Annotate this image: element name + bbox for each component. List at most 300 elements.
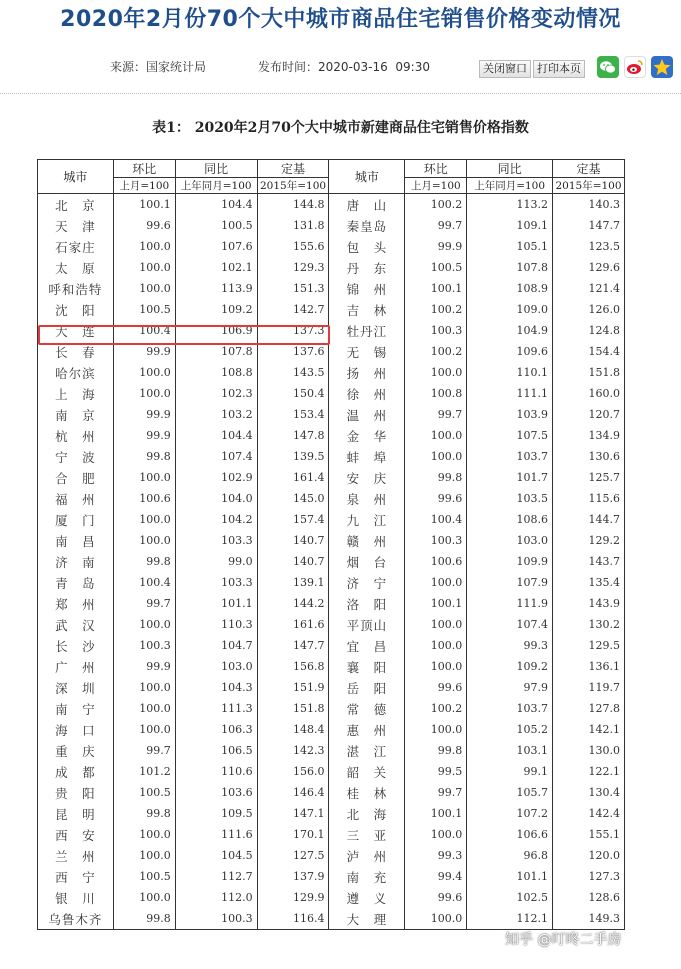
source-label: 来源： (110, 60, 147, 74)
right-yoy-cell: 108.9 (467, 278, 553, 299)
right-city-cell: 泉 州 (329, 488, 405, 509)
right-mom-cell: 100.4 (405, 509, 467, 530)
table-row (38, 299, 625, 320)
right-yoy-cell: 110.1 (467, 362, 553, 383)
left-city-cell: 乌鲁木齐 (38, 908, 114, 930)
left-fixed-cell: 139.1 (257, 572, 329, 593)
table-row (38, 446, 625, 467)
right-city-cell: 九 江 (329, 509, 405, 530)
table-row (38, 614, 625, 635)
right-mom-cell: 99.5 (405, 761, 467, 782)
table-row (38, 362, 625, 383)
right-mom-cell: 100.1 (405, 803, 467, 824)
left-yoy-cell: 111.6 (175, 824, 257, 845)
right-mom-cell: 99.6 (405, 887, 467, 908)
left-city-cell: 银 川 (38, 887, 114, 908)
left-fixed-cell: 142.3 (257, 740, 329, 761)
table-row (38, 845, 625, 866)
right-mom-cell: 99.8 (405, 467, 467, 488)
table-row (38, 803, 625, 824)
right-mom-cell: 100.5 (405, 257, 467, 278)
left-city-cell: 石家庄 (38, 236, 114, 257)
right-mom-cell: 100.2 (405, 299, 467, 320)
left-mom-cell: 99.7 (113, 740, 175, 761)
table-row (38, 383, 625, 404)
left-fixed-cell: 137.6 (257, 341, 329, 362)
header-fixed-sub: 2015年=100 (257, 178, 329, 194)
right-yoy-cell: 103.7 (467, 446, 553, 467)
right-mom-cell: 99.7 (405, 782, 467, 803)
table-row (38, 425, 625, 446)
right-fixed-cell: 128.6 (553, 887, 625, 908)
right-city-cell: 金 华 (329, 425, 405, 446)
left-mom-cell: 100.0 (113, 887, 175, 908)
left-mom-cell: 99.6 (113, 215, 175, 236)
right-yoy-cell: 103.1 (467, 740, 553, 761)
right-city-cell: 济 宁 (329, 572, 405, 593)
table-row (38, 530, 625, 551)
publish-value: 2020-03-16 09:30 (318, 60, 430, 74)
right-yoy-cell: 105.1 (467, 236, 553, 257)
table-row (38, 866, 625, 887)
left-fixed-cell: 170.1 (257, 824, 329, 845)
right-mom-cell: 100.0 (405, 362, 467, 383)
right-city-cell: 洛 阳 (329, 593, 405, 614)
right-mom-cell: 100.8 (405, 383, 467, 404)
highlight-box (38, 325, 330, 345)
watermark: 知乎 @叮咚二手房 (505, 932, 622, 948)
left-fixed-cell: 139.5 (257, 446, 329, 467)
left-fixed-cell: 147.8 (257, 425, 329, 446)
left-yoy-cell: 106.9 (175, 320, 257, 341)
right-yoy-cell: 108.6 (467, 509, 553, 530)
left-fixed-cell: 137.9 (257, 866, 329, 887)
right-fixed-cell: 130.0 (553, 740, 625, 761)
left-fixed-cell: 143.5 (257, 362, 329, 383)
right-city-cell: 蚌 埠 (329, 446, 405, 467)
left-fixed-cell: 131.8 (257, 215, 329, 236)
right-fixed-cell: 121.4 (553, 278, 625, 299)
left-mom-cell: 100.0 (113, 467, 175, 488)
right-yoy-cell: 109.0 (467, 299, 553, 320)
header-mom: 环比 (405, 160, 467, 178)
right-yoy-cell: 99.3 (467, 635, 553, 656)
header-yoy-sub: 上年同月=100 (467, 178, 553, 194)
wechat-icon[interactable] (597, 56, 619, 78)
left-mom-cell: 100.0 (113, 362, 175, 383)
left-city-cell: 重 庆 (38, 740, 114, 761)
table-row (38, 509, 625, 530)
left-yoy-cell: 102.1 (175, 257, 257, 278)
table-row (38, 551, 625, 572)
right-mom-cell: 100.6 (405, 551, 467, 572)
right-yoy-cell: 111.1 (467, 383, 553, 404)
right-fixed-cell: 151.8 (553, 362, 625, 383)
right-fixed-cell: 126.0 (553, 299, 625, 320)
right-fixed-cell: 120.7 (553, 404, 625, 425)
left-mom-cell: 100.5 (113, 299, 175, 320)
right-mom-cell: 99.7 (405, 215, 467, 236)
left-fixed-cell: 155.6 (257, 236, 329, 257)
left-yoy-cell: 103.6 (175, 782, 257, 803)
right-yoy-cell: 103.7 (467, 698, 553, 719)
left-city-cell: 宁 波 (38, 446, 114, 467)
header-fixed: 定基 (553, 160, 625, 178)
table-row (38, 278, 625, 299)
right-mom-cell: 100.2 (405, 698, 467, 719)
left-city-cell: 郑 州 (38, 593, 114, 614)
left-yoy-cell: 104.3 (175, 677, 257, 698)
left-mom-cell: 101.2 (113, 761, 175, 782)
right-city-cell: 秦皇岛 (329, 215, 405, 236)
right-city-cell: 惠 州 (329, 719, 405, 740)
right-city-cell: 湛 江 (329, 740, 405, 761)
right-fixed-cell: 123.5 (553, 236, 625, 257)
right-mom-cell: 100.1 (405, 278, 467, 299)
left-yoy-cell: 103.2 (175, 404, 257, 425)
header-mom: 环比 (113, 160, 175, 178)
right-city-cell: 锦 州 (329, 278, 405, 299)
left-mom-cell: 100.1 (113, 194, 175, 216)
left-city-cell: 济 南 (38, 551, 114, 572)
right-fixed-cell: 130.4 (553, 782, 625, 803)
left-city-cell: 贵 阳 (38, 782, 114, 803)
right-yoy-cell: 113.2 (467, 194, 553, 216)
table-row (38, 719, 625, 740)
right-mom-cell: 99.6 (405, 677, 467, 698)
right-city-cell: 唐 山 (329, 194, 405, 216)
left-mom-cell: 100.0 (113, 509, 175, 530)
table-row (38, 698, 625, 719)
left-fixed-cell: 156.8 (257, 656, 329, 677)
left-yoy-cell: 103.3 (175, 572, 257, 593)
right-city-cell: 烟 台 (329, 551, 405, 572)
right-fixed-cell: 127.8 (553, 698, 625, 719)
left-fixed-cell: 153.4 (257, 404, 329, 425)
right-yoy-cell: 99.1 (467, 761, 553, 782)
right-yoy-cell: 101.1 (467, 866, 553, 887)
right-city-cell: 泸 州 (329, 845, 405, 866)
left-city-cell: 南 宁 (38, 698, 114, 719)
right-city-cell: 扬 州 (329, 362, 405, 383)
left-city-cell: 西 宁 (38, 866, 114, 887)
weibo-icon[interactable] (624, 56, 646, 78)
left-fixed-cell: 129.9 (257, 887, 329, 908)
left-city-cell: 大 连 (38, 320, 114, 341)
right-fixed-cell: 130.2 (553, 614, 625, 635)
right-fixed-cell: 115.6 (553, 488, 625, 509)
right-mom-cell: 99.4 (405, 866, 467, 887)
left-fixed-cell: 161.6 (257, 614, 329, 635)
left-yoy-cell: 100.5 (175, 215, 257, 236)
right-yoy-cell: 103.5 (467, 488, 553, 509)
right-yoy-cell: 109.6 (467, 341, 553, 362)
left-city-cell: 西 安 (38, 824, 114, 845)
right-mom-cell: 100.1 (405, 593, 467, 614)
close-window-button[interactable]: 关闭窗口 (479, 60, 531, 78)
left-yoy-cell: 101.1 (175, 593, 257, 614)
left-yoy-cell: 110.3 (175, 614, 257, 635)
left-mom-cell: 100.0 (113, 677, 175, 698)
right-fixed-cell: 124.8 (553, 320, 625, 341)
table-row (38, 635, 625, 656)
right-yoy-cell: 103.9 (467, 404, 553, 425)
left-yoy-cell: 106.5 (175, 740, 257, 761)
left-fixed-cell: 116.4 (257, 908, 329, 930)
left-city-cell: 成 都 (38, 761, 114, 782)
left-fixed-cell: 151.3 (257, 278, 329, 299)
right-fixed-cell: 147.7 (553, 215, 625, 236)
header-city: 城市 (329, 160, 405, 194)
right-mom-cell: 100.2 (405, 194, 467, 216)
right-fixed-cell: 122.1 (553, 761, 625, 782)
left-city-cell: 青 岛 (38, 572, 114, 593)
table-row (38, 656, 625, 677)
left-fixed-cell: 157.4 (257, 509, 329, 530)
price-index-table (37, 159, 625, 930)
right-yoy-cell: 103.0 (467, 530, 553, 551)
table-row (38, 215, 625, 236)
right-yoy-cell: 111.9 (467, 593, 553, 614)
table-row (38, 488, 625, 509)
divider (0, 93, 681, 94)
header-yoy-sub: 上年同月=100 (175, 178, 257, 194)
left-city-cell: 呼和浩特 (38, 278, 114, 299)
left-yoy-cell: 104.7 (175, 635, 257, 656)
left-fixed-cell: 145.0 (257, 488, 329, 509)
left-city-cell: 太 原 (38, 257, 114, 278)
table-row (38, 908, 625, 930)
right-city-cell: 襄 阳 (329, 656, 405, 677)
header-mom-sub: 上月=100 (113, 178, 175, 194)
left-mom-cell: 99.7 (113, 593, 175, 614)
left-fixed-cell: 147.7 (257, 635, 329, 656)
table-row (38, 593, 625, 614)
table-row (38, 572, 625, 593)
right-city-cell: 三 亚 (329, 824, 405, 845)
right-city-cell: 岳 阳 (329, 677, 405, 698)
table-row (38, 740, 625, 761)
left-mom-cell: 100.0 (113, 698, 175, 719)
right-city-cell: 常 德 (329, 698, 405, 719)
left-mom-cell: 100.5 (113, 782, 175, 803)
left-yoy-cell: 109.2 (175, 299, 257, 320)
left-city-cell: 杭 州 (38, 425, 114, 446)
right-fixed-cell: 120.0 (553, 845, 625, 866)
left-fixed-cell: 127.5 (257, 845, 329, 866)
right-yoy-cell: 109.9 (467, 551, 553, 572)
left-fixed-cell: 144.8 (257, 194, 329, 216)
left-fixed-cell: 148.4 (257, 719, 329, 740)
right-yoy-cell: 101.7 (467, 467, 553, 488)
left-mom-cell: 100.0 (113, 845, 175, 866)
left-city-cell: 合 肥 (38, 467, 114, 488)
left-yoy-cell: 106.3 (175, 719, 257, 740)
left-city-cell: 福 州 (38, 488, 114, 509)
header-mom-sub: 上月=100 (405, 178, 467, 194)
left-mom-cell: 99.8 (113, 908, 175, 930)
left-yoy-cell: 112.0 (175, 887, 257, 908)
left-city-cell: 海 口 (38, 719, 114, 740)
right-mom-cell: 99.6 (405, 488, 467, 509)
right-fixed-cell: 142.4 (553, 803, 625, 824)
right-fixed-cell: 130.6 (553, 446, 625, 467)
right-yoy-cell: 107.2 (467, 803, 553, 824)
publish-label: 发布时间： (258, 60, 319, 74)
left-yoy-cell: 99.0 (175, 551, 257, 572)
right-mom-cell: 100.0 (405, 614, 467, 635)
table-row (38, 257, 625, 278)
left-city-cell: 北 京 (38, 194, 114, 216)
right-yoy-cell: 102.5 (467, 887, 553, 908)
left-fixed-cell: 140.7 (257, 530, 329, 551)
left-city-cell: 天 津 (38, 215, 114, 236)
right-fixed-cell: 143.9 (553, 593, 625, 614)
left-yoy-cell: 111.3 (175, 698, 257, 719)
right-city-cell: 宜 昌 (329, 635, 405, 656)
right-yoy-cell: 109.1 (467, 215, 553, 236)
right-yoy-cell: 107.9 (467, 572, 553, 593)
left-city-cell: 长 春 (38, 341, 114, 362)
left-city-cell: 深 圳 (38, 677, 114, 698)
left-mom-cell: 100.0 (113, 236, 175, 257)
left-mom-cell: 100.0 (113, 614, 175, 635)
right-mom-cell: 100.0 (405, 572, 467, 593)
right-city-cell: 吉 林 (329, 299, 405, 320)
right-yoy-cell: 109.2 (467, 656, 553, 677)
header-fixed: 定基 (257, 160, 329, 178)
left-fixed-cell: 151.9 (257, 677, 329, 698)
right-fixed-cell: 129.6 (553, 257, 625, 278)
table-row (38, 824, 625, 845)
right-fixed-cell: 140.3 (553, 194, 625, 216)
left-city-cell: 昆 明 (38, 803, 114, 824)
left-yoy-cell: 104.4 (175, 194, 257, 216)
left-fixed-cell: 137.3 (257, 320, 329, 341)
header-yoy: 同比 (175, 160, 257, 178)
right-mom-cell: 100.0 (405, 425, 467, 446)
right-mom-cell: 99.3 (405, 845, 467, 866)
right-city-cell: 韶 关 (329, 761, 405, 782)
left-yoy-cell: 102.3 (175, 383, 257, 404)
left-city-cell: 南 昌 (38, 530, 114, 551)
header-fixed-sub: 2015年=100 (553, 178, 625, 194)
source-value: 国家统计局 (146, 60, 207, 74)
print-page-button[interactable]: 打印本页 (533, 60, 585, 78)
right-city-cell: 温 州 (329, 404, 405, 425)
table-body (38, 194, 625, 930)
left-city-cell: 沈 阳 (38, 299, 114, 320)
right-fixed-cell: 129.5 (553, 635, 625, 656)
source-line (110, 58, 206, 75)
left-mom-cell: 100.5 (113, 866, 175, 887)
right-fixed-cell: 119.7 (553, 677, 625, 698)
left-yoy-cell: 107.6 (175, 236, 257, 257)
header-city: 城市 (38, 160, 114, 194)
right-city-cell: 大 理 (329, 908, 405, 930)
publish-time-line (258, 58, 430, 75)
table-row (38, 887, 625, 908)
left-yoy-cell: 112.7 (175, 866, 257, 887)
left-fixed-cell: 161.4 (257, 467, 329, 488)
right-fixed-cell: 143.7 (553, 551, 625, 572)
page-title: 2020年2月份70个大中城市商品住宅销售价格变动情况 (60, 7, 621, 32)
right-mom-cell: 100.0 (405, 824, 467, 845)
right-fixed-cell: 149.3 (553, 908, 625, 930)
right-fixed-cell: 160.0 (553, 383, 625, 404)
left-mom-cell: 100.0 (113, 257, 175, 278)
right-mom-cell: 100.3 (405, 320, 467, 341)
right-yoy-cell: 96.8 (467, 845, 553, 866)
right-fixed-cell: 136.1 (553, 656, 625, 677)
left-yoy-cell: 107.8 (175, 341, 257, 362)
right-yoy-cell: 105.2 (467, 719, 553, 740)
left-yoy-cell: 104.4 (175, 425, 257, 446)
right-yoy-cell: 107.5 (467, 425, 553, 446)
left-mom-cell: 100.0 (113, 719, 175, 740)
right-city-cell: 包 头 (329, 236, 405, 257)
right-yoy-cell: 107.8 (467, 257, 553, 278)
right-city-cell: 牡丹江 (329, 320, 405, 341)
table-caption: 表1： 2020年2月70个大中城市新建商品住宅销售价格指数 (152, 120, 529, 136)
left-mom-cell: 99.9 (113, 341, 175, 362)
right-mom-cell: 99.8 (405, 740, 467, 761)
table-row (38, 677, 625, 698)
header-yoy: 同比 (467, 160, 553, 178)
left-city-cell: 武 汉 (38, 614, 114, 635)
left-yoy-cell: 104.5 (175, 845, 257, 866)
right-fixed-cell: 142.1 (553, 719, 625, 740)
left-fixed-cell: 142.7 (257, 299, 329, 320)
left-mom-cell: 100.0 (113, 530, 175, 551)
left-mom-cell: 100.4 (113, 572, 175, 593)
left-yoy-cell: 110.6 (175, 761, 257, 782)
right-mom-cell: 100.0 (405, 719, 467, 740)
left-mom-cell: 100.4 (113, 320, 175, 341)
left-mom-cell: 100.0 (113, 383, 175, 404)
right-city-cell: 平顶山 (329, 614, 405, 635)
left-mom-cell: 99.8 (113, 803, 175, 824)
left-fixed-cell: 156.0 (257, 761, 329, 782)
right-fixed-cell: 135.4 (553, 572, 625, 593)
right-yoy-cell: 107.4 (467, 614, 553, 635)
left-mom-cell: 99.9 (113, 656, 175, 677)
right-yoy-cell: 106.6 (467, 824, 553, 845)
left-fixed-cell: 144.2 (257, 593, 329, 614)
qzone-icon[interactable] (651, 56, 673, 78)
right-yoy-cell: 112.1 (467, 908, 553, 930)
right-mom-cell: 100.0 (405, 446, 467, 467)
left-yoy-cell: 102.9 (175, 467, 257, 488)
right-city-cell: 安 庆 (329, 467, 405, 488)
right-city-cell: 遵 义 (329, 887, 405, 908)
right-fixed-cell: 154.4 (553, 341, 625, 362)
left-yoy-cell: 104.0 (175, 488, 257, 509)
table-row (38, 404, 625, 425)
left-mom-cell: 99.8 (113, 551, 175, 572)
right-mom-cell: 100.2 (405, 341, 467, 362)
left-yoy-cell: 108.8 (175, 362, 257, 383)
right-mom-cell: 100.0 (405, 635, 467, 656)
right-fixed-cell: 134.9 (553, 425, 625, 446)
right-city-cell: 桂 林 (329, 782, 405, 803)
left-fixed-cell: 151.8 (257, 698, 329, 719)
table-row (38, 236, 625, 257)
left-fixed-cell: 147.1 (257, 803, 329, 824)
left-mom-cell: 100.6 (113, 488, 175, 509)
left-city-cell: 兰 州 (38, 845, 114, 866)
right-yoy-cell: 97.9 (467, 677, 553, 698)
